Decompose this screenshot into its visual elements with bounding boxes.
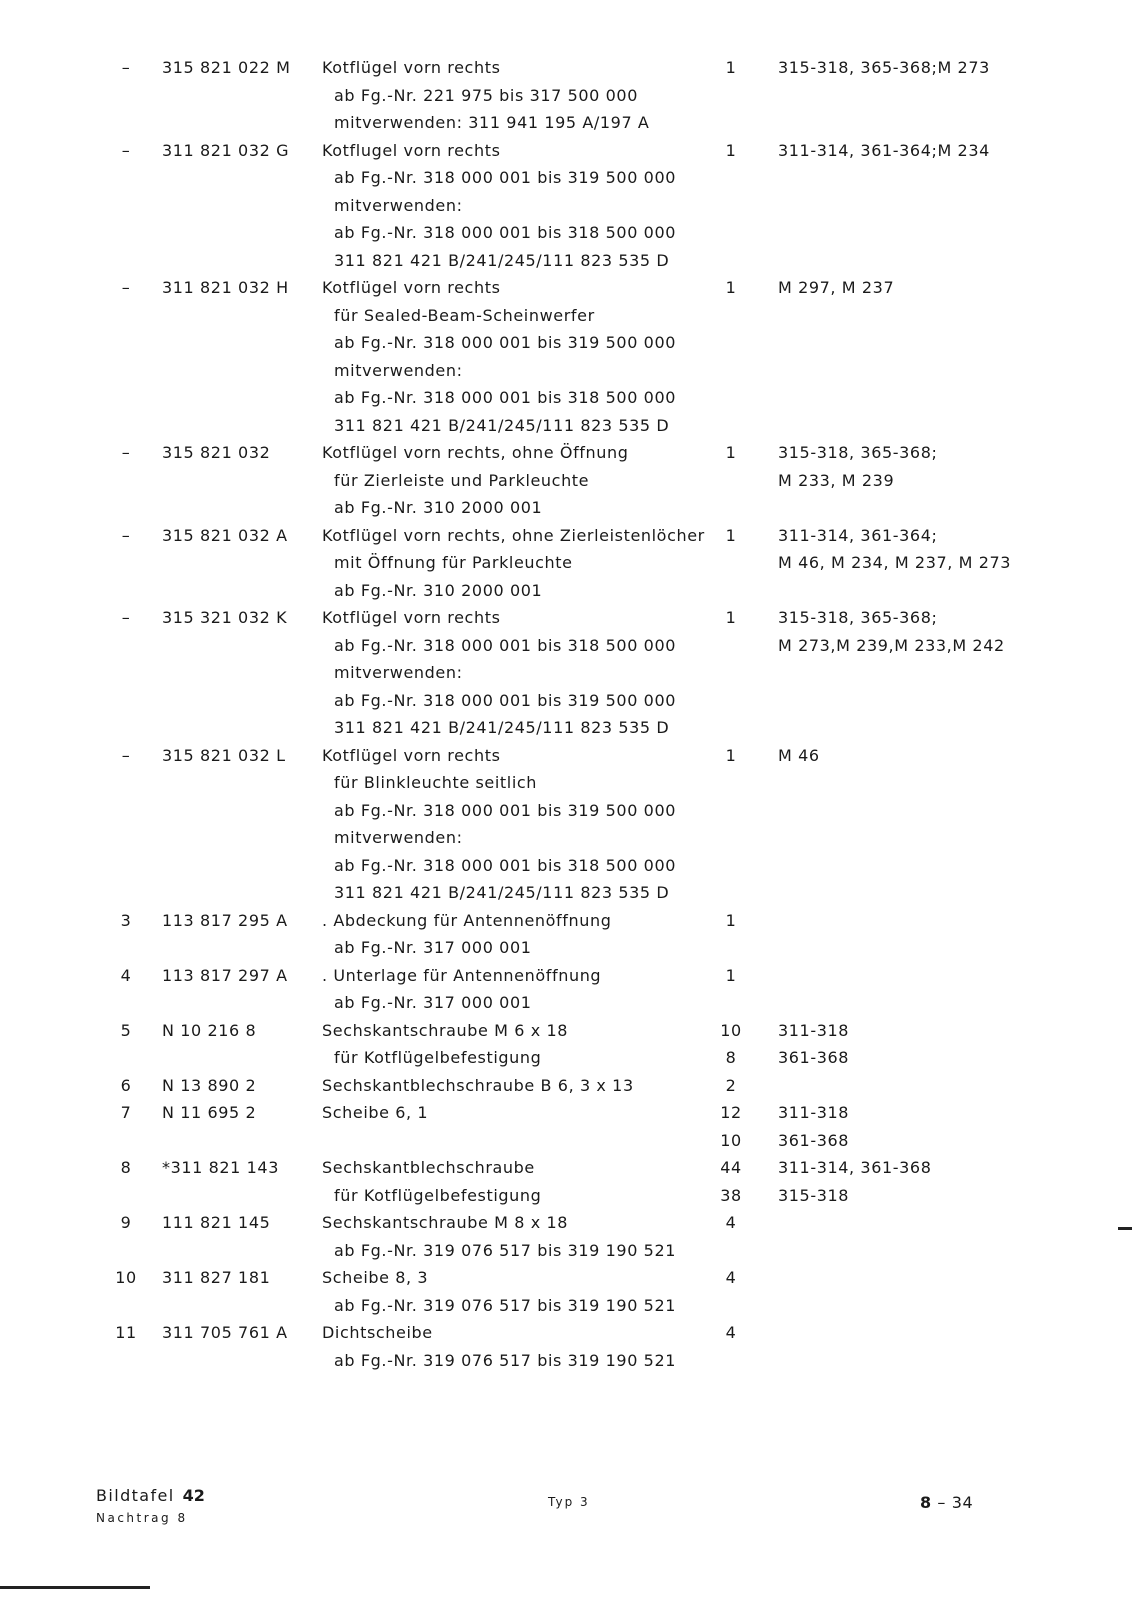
part-note: ab Fg.-Nr. 317 000 001 <box>334 993 532 1012</box>
position-number: 5 <box>120 1020 132 1040</box>
part-note: für Kotflügelbefestigung <box>334 1048 542 1067</box>
part-note: ab Fg.-Nr. 318 000 001 bis 319 500 000 <box>334 168 677 187</box>
part-description: Scheibe 6, 1 <box>322 1103 429 1122</box>
part-number: N 13 890 2 <box>162 1075 257 1095</box>
page-num: 34 <box>951 1493 974 1512</box>
part-description: Dichtscheibe <box>322 1323 433 1342</box>
part-note: ab Fg.-Nr. 319 076 517 bis 319 190 521 <box>334 1240 677 1260</box>
part-entry <box>0 1264 1132 1319</box>
part-entry <box>0 1154 1132 1209</box>
part-description: Kotflügel vorn rechts, ohne Zierleistenlöcher <box>322 525 705 545</box>
quantity: 1 <box>725 608 737 627</box>
part-entry <box>0 1017 1132 1072</box>
part-note: mitverwenden: <box>334 828 463 847</box>
plate-number: 42 <box>182 1486 205 1505</box>
quantity: 1 <box>725 443 737 462</box>
position-number: 7 <box>120 1103 132 1122</box>
quantity-alt: 38 <box>720 1185 742 1205</box>
part-number: 315 821 022 M <box>162 58 291 77</box>
part-entry <box>0 1072 1132 1100</box>
plate-reference <box>96 1486 205 1505</box>
part-entry <box>0 907 1132 962</box>
part-description: Kotflügel vorn rechts <box>322 608 501 627</box>
part-number: 311 821 032 H <box>162 278 289 297</box>
page-number <box>920 1493 973 1512</box>
part-number: 315 821 032 <box>162 443 271 462</box>
part-note: für Zierleiste und Parkleuchte <box>334 470 590 490</box>
part-note: ab Fg.-Nr. 318 000 001 bis 319 500 000 <box>334 690 677 710</box>
part-entry <box>0 1319 1132 1374</box>
position-number: – <box>121 443 131 462</box>
quantity: 1 <box>725 965 737 985</box>
model-applicability: 315-318, 365-368; <box>778 608 938 627</box>
part-note: ab Fg.-Nr. 318 000 001 bis 319 500 000 <box>334 800 677 820</box>
position-number: 11 <box>115 1323 137 1342</box>
quantity-alt: 10 <box>720 1130 742 1150</box>
model-applicability: 311-318 <box>778 1103 850 1122</box>
quantity-alt: 8 <box>725 1048 737 1067</box>
position-number: – <box>121 745 131 765</box>
position-number: – <box>121 58 131 77</box>
part-entry <box>0 439 1132 522</box>
scan-mark-right <box>1118 1227 1132 1230</box>
part-entry <box>0 742 1132 907</box>
part-description: Kotflügel vorn rechts <box>322 278 501 297</box>
position-number: – <box>121 525 131 545</box>
position-number: 4 <box>120 965 132 985</box>
position-number: 3 <box>120 910 132 930</box>
part-note: für Kotflügelbefestigung <box>334 1185 542 1205</box>
part-note: für Blinkleuchte seitlich <box>334 773 538 792</box>
quantity: 44 <box>720 1158 742 1177</box>
part-description: Sechskantblechschraube B 6, 3 x 13 <box>322 1075 634 1095</box>
position-number: 9 <box>120 1213 132 1232</box>
quantity: 2 <box>725 1075 737 1095</box>
part-note: ab Fg.-Nr. 310 2000 001 <box>334 580 543 600</box>
part-note: 311 821 421 B/241/245/111 823 535 D <box>334 718 670 737</box>
part-number: 311 705 761 A <box>162 1323 288 1342</box>
part-note: ab Fg.-Nr. 318 000 001 bis 318 500 000 <box>334 223 677 242</box>
part-entry <box>0 1099 1132 1154</box>
part-description: . Unterlage für Antennenöffnung <box>322 965 602 985</box>
quantity: 4 <box>725 1213 737 1232</box>
model-applicability: 311-314, 361-364;M 234 <box>778 140 990 160</box>
part-note: ab Fg.-Nr. 318 000 001 bis 318 500 000 <box>334 388 677 407</box>
part-description: . Abdeckung für Antennenöffnung <box>322 910 612 930</box>
position-number: 6 <box>120 1075 132 1095</box>
model-applicability: 311-318 <box>778 1020 850 1040</box>
part-number: 315 821 032 L <box>162 745 286 765</box>
part-note: ab Fg.-Nr. 319 076 517 bis 319 190 521 <box>334 1295 677 1315</box>
model-applicability: M 233, M 239 <box>778 470 895 490</box>
part-number: 113 817 295 A <box>162 910 288 930</box>
quantity: 1 <box>725 278 737 297</box>
part-note: für Sealed-Beam-Scheinwerfer <box>334 305 595 325</box>
quantity: 1 <box>725 140 737 160</box>
part-note: ab Fg.-Nr. 318 000 001 bis 319 500 000 <box>334 333 677 352</box>
part-description: Sechskantschraube M 6 x 18 <box>322 1020 569 1040</box>
part-note: ab Fg.-Nr. 317 000 001 <box>334 938 532 957</box>
part-entry <box>0 274 1132 439</box>
quantity: 1 <box>725 58 737 77</box>
part-description: Scheibe 8, 3 <box>322 1268 429 1287</box>
part-description: Kotflügel vorn rechts <box>322 745 501 765</box>
page-separator: – <box>931 1493 952 1512</box>
position-number: – <box>121 278 131 297</box>
position-number: – <box>121 140 131 160</box>
part-number: 111 821 145 <box>162 1213 271 1232</box>
part-description: Kotflügel vorn rechts, ohne Öffnung <box>322 443 629 462</box>
part-description: Kotflugel vorn rechts <box>322 140 501 160</box>
position-number: – <box>121 608 131 627</box>
vehicle-type: Typ 3 <box>548 1495 590 1509</box>
part-entry <box>0 137 1132 275</box>
part-note: ab Fg.-Nr. 318 000 001 bis 318 500 000 <box>334 635 677 655</box>
part-number: 311 821 032 G <box>162 140 290 160</box>
model-applicability: 361-368 <box>778 1048 850 1067</box>
model-applicability: M 46 <box>778 745 820 765</box>
part-number: 315 821 032 A <box>162 525 288 545</box>
quantity: 4 <box>725 1268 737 1287</box>
quantity: 1 <box>725 910 737 930</box>
model-applicability: 315-318, 365-368;M 273 <box>778 58 990 77</box>
part-note: mitverwenden: <box>334 360 463 380</box>
quantity: 12 <box>720 1103 742 1122</box>
part-number: 113 817 297 A <box>162 965 288 985</box>
part-note: ab Fg.-Nr. 318 000 001 bis 318 500 000 <box>334 855 677 875</box>
part-note <box>322 1127 724 1155</box>
model-applicability: 311-314, 361-364; <box>778 525 938 545</box>
plate-label: Bildtafel <box>96 1486 175 1505</box>
model-applicability: 315-318, 365-368; <box>778 443 938 462</box>
part-number: *311 821 143 <box>162 1158 279 1177</box>
position-number: 8 <box>120 1158 132 1177</box>
part-number: 315 321 032 K <box>162 608 288 627</box>
scan-mark-left <box>0 1586 150 1589</box>
part-note: ab Fg.-Nr. 221 975 bis 317 500 000 <box>334 85 638 105</box>
part-note: ab Fg.-Nr. 319 076 517 bis 319 190 521 <box>334 1350 677 1370</box>
part-entry <box>0 1209 1132 1264</box>
part-note: mitverwenden: 311 941 195 A/197 A <box>334 113 650 132</box>
quantity: 1 <box>725 745 737 765</box>
quantity: 4 <box>725 1323 737 1342</box>
model-applicability: 311-314, 361-368 <box>778 1158 932 1177</box>
part-number: 311 827 181 <box>162 1268 271 1287</box>
part-note: 311 821 421 B/241/245/111 823 535 D <box>334 250 670 270</box>
part-note: 311 821 421 B/241/245/111 823 535 D <box>334 883 670 902</box>
part-note: mitverwenden: <box>334 663 463 682</box>
model-applicability: 361-368 <box>778 1130 850 1150</box>
model-applicability: M 46, M 234, M 237, M 273 <box>778 553 1012 572</box>
page-section: 8 <box>920 1493 932 1512</box>
part-entry <box>0 962 1132 1017</box>
part-description: Kotflügel vorn rechts <box>322 58 501 77</box>
footer-left <box>96 1486 205 1525</box>
part-entry <box>0 54 1132 137</box>
supplement-label: Nachtrag 8 <box>96 1511 188 1525</box>
part-entry <box>0 604 1132 742</box>
part-entry <box>0 522 1132 605</box>
part-description: Sechskantblechschraube <box>322 1158 535 1177</box>
part-note: mitverwenden: <box>334 195 463 215</box>
model-applicability: 315-318 <box>778 1185 850 1205</box>
part-note: ab Fg.-Nr. 310 2000 001 <box>334 498 543 517</box>
part-number: N 10 216 8 <box>162 1020 257 1040</box>
model-applicability: M 273,M 239,M 233,M 242 <box>778 635 1005 655</box>
part-number: N 11 695 2 <box>162 1103 257 1122</box>
part-description: Sechskantschraube M 8 x 18 <box>322 1213 569 1232</box>
position-number: 10 <box>115 1268 137 1287</box>
part-note: mit Öffnung für Parkleuchte <box>334 553 573 572</box>
quantity: 1 <box>725 525 737 545</box>
part-note: 311 821 421 B/241/245/111 823 535 D <box>334 415 670 435</box>
model-applicability: M 297, M 237 <box>778 278 895 297</box>
quantity: 10 <box>720 1020 742 1040</box>
